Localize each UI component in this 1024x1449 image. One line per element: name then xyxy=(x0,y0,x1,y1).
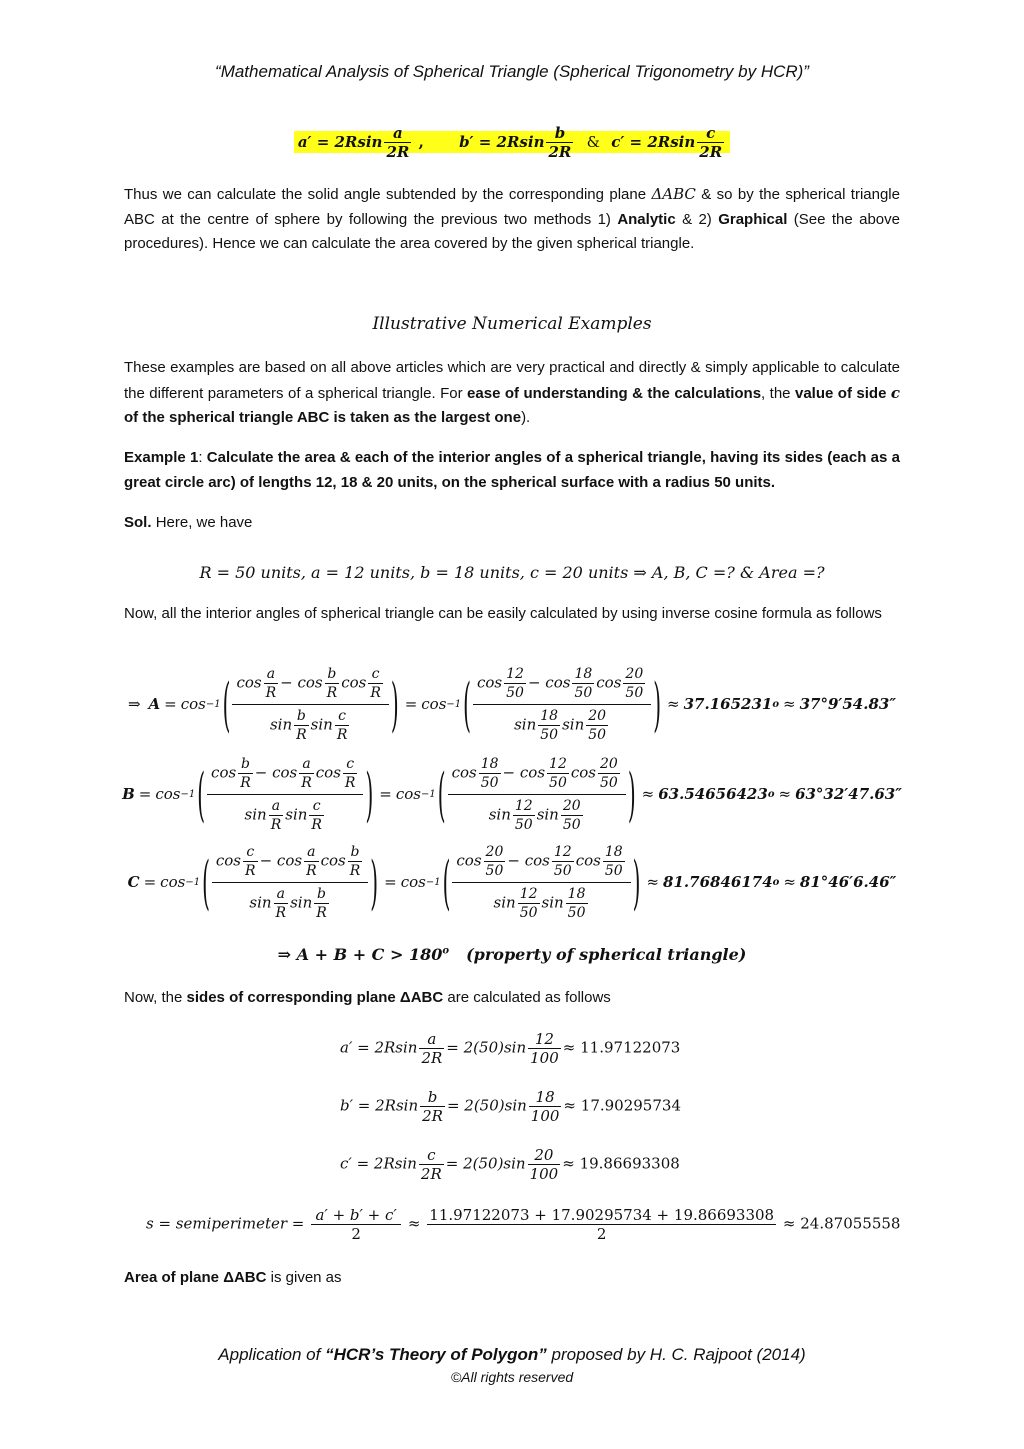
examples-bold: ease of understanding & the calculations xyxy=(467,384,762,402)
denominator xyxy=(212,882,368,924)
frac-den: R xyxy=(316,904,327,921)
frac-num: a xyxy=(307,843,316,860)
cos: cos xyxy=(315,763,341,781)
cos: cos xyxy=(596,673,622,691)
frac-den: 50 xyxy=(540,726,559,743)
examples-text: , the xyxy=(761,384,791,402)
frac-den: 50 xyxy=(549,774,567,791)
frac-den: 50 xyxy=(567,904,586,921)
frac-num: c xyxy=(706,124,716,142)
frac-den: 100 xyxy=(529,1165,559,1183)
plane-bold: sides of corresponding plane ΔABC xyxy=(186,989,444,1006)
approx: ≈ xyxy=(782,1214,796,1233)
side-lhs: c′ = 2Rsin xyxy=(340,1154,417,1173)
frac-den: R xyxy=(275,904,287,921)
side-b-prime xyxy=(340,1088,681,1125)
cos: cos xyxy=(272,763,298,781)
symbolic-fraction xyxy=(207,753,363,836)
sin: sin xyxy=(285,805,308,823)
frac xyxy=(299,755,314,792)
denominator xyxy=(232,704,388,746)
formula-c-frac xyxy=(697,124,724,161)
plane-sides-intro xyxy=(124,986,900,1011)
plane-text: Now, the xyxy=(124,989,183,1006)
frac xyxy=(552,843,574,880)
approx: ≈ xyxy=(641,785,655,803)
cos: cos xyxy=(180,695,206,713)
angle-name: C xyxy=(127,873,140,891)
frac-den: 50 xyxy=(480,774,499,791)
cos: cos xyxy=(211,763,237,781)
formula-sep2: & xyxy=(586,132,600,151)
angle-degrees: 81.76846174 xyxy=(663,873,773,891)
numerator xyxy=(473,663,651,704)
frac xyxy=(419,1146,444,1183)
paren-open: ( xyxy=(463,669,471,739)
frac-num: a xyxy=(302,755,311,772)
frac-num: a xyxy=(427,1030,437,1048)
formula-c-lhs: c′ = 2Rsin xyxy=(611,132,696,151)
frac-den: 50 xyxy=(514,816,533,833)
frac xyxy=(518,885,540,922)
frac-num: 20 xyxy=(534,1146,554,1164)
sin: sin xyxy=(244,805,267,823)
symbolic-fraction xyxy=(212,841,368,924)
frac-den: R xyxy=(296,726,307,743)
frac-num: 12 xyxy=(506,665,524,682)
cos: cos xyxy=(456,851,482,869)
sin: sin xyxy=(493,893,516,911)
frac xyxy=(566,885,588,922)
frac-num: a xyxy=(276,885,285,902)
frac-num: 12 xyxy=(514,797,533,814)
paren-close: ) xyxy=(390,669,399,739)
footer-credit xyxy=(0,1345,1024,1365)
semiperimeter-lhs: s = semiperimeter = xyxy=(146,1214,305,1233)
section-title: Illustrative Numerical Examples xyxy=(372,314,652,334)
equals: = xyxy=(379,785,392,803)
approx: ≈ xyxy=(783,873,796,891)
numeric-fraction xyxy=(448,753,626,836)
inverse: −1 xyxy=(185,876,201,888)
frac-num: 18 xyxy=(574,665,593,682)
footer-rights: ©All rights reserved xyxy=(450,1369,574,1385)
inverse: −1 xyxy=(180,788,196,800)
frac xyxy=(529,1088,562,1125)
angle-dms: 81°46′6.46″ xyxy=(799,873,897,891)
minus: − xyxy=(280,673,293,691)
equals: = xyxy=(164,695,177,713)
frac-num: 20 xyxy=(625,665,644,682)
cos: cos xyxy=(276,851,303,869)
degree-sup: o xyxy=(767,788,775,800)
frac-den: 2R xyxy=(421,1049,443,1067)
frac xyxy=(294,707,309,744)
frac-num: c xyxy=(371,665,380,682)
footer-text: Application of xyxy=(218,1345,321,1364)
example-question: Calculate the area & each of the interior angles of a spherical triangle, having its sides (each as a great circle arc) of lengths 12, 18 & 20 units, on the spherical surface with a radius 50 units. xyxy=(124,449,900,491)
triangle-symbol: ΔABC xyxy=(651,185,696,203)
given-values: R = 50 units, a = 12 units, b = 18 units, c = 20 units ⇒ A, B, C =? & Area =? xyxy=(199,563,825,582)
frac-num: 20 xyxy=(600,755,618,772)
page-header: “Mathematical Analysis of Spherical Triangle (Spherical Trigonometry by HCR)” xyxy=(215,62,809,81)
side-c-prime xyxy=(340,1146,680,1183)
frac-den: 2R xyxy=(386,143,410,161)
minus: − xyxy=(259,851,273,869)
frac xyxy=(325,665,340,702)
examples-text: ). xyxy=(521,409,531,426)
implies-symbol: ⇒ xyxy=(127,695,141,713)
property-line xyxy=(0,945,1024,964)
inverse: −1 xyxy=(205,698,221,710)
frac xyxy=(309,797,324,834)
frac-den: R xyxy=(344,774,356,791)
formula-a-frac xyxy=(384,124,411,161)
example-1 xyxy=(124,446,900,495)
frac-num: b xyxy=(427,1088,438,1106)
side-value: 19.86693308 xyxy=(579,1154,680,1173)
frac-den: R xyxy=(311,816,322,833)
intro-text: & 2) xyxy=(682,210,712,228)
frac-num: a xyxy=(393,124,403,142)
analytic-term: Analytic xyxy=(617,210,676,228)
frac xyxy=(528,1146,561,1183)
frac xyxy=(335,707,350,744)
cos: cos xyxy=(545,673,571,691)
frac-num: 18 xyxy=(535,1088,555,1106)
degree-sup: o xyxy=(442,945,450,957)
frac xyxy=(264,665,279,702)
numerator xyxy=(448,753,626,794)
equals: = xyxy=(138,785,152,803)
frac-den: 50 xyxy=(553,862,572,879)
frac-num: b xyxy=(317,885,326,902)
cos: cos xyxy=(451,763,477,781)
denominator xyxy=(473,704,651,746)
inverse: −1 xyxy=(421,788,436,800)
frac-num: 12 xyxy=(549,755,567,772)
footer-text: proposed by H. C. Rajpoot (2014) xyxy=(551,1345,806,1364)
approx: ≈ xyxy=(783,695,796,713)
frac-num: 18 xyxy=(604,843,623,860)
frac-num: c xyxy=(427,1146,436,1164)
footer-theory: “HCR’s Theory of Polygon” xyxy=(325,1345,547,1364)
frac xyxy=(348,843,363,880)
frac-num: 11.97122073 + 17.90295734 + 19.86693308 xyxy=(429,1206,775,1224)
cos: cos xyxy=(155,785,181,803)
frac-num: c xyxy=(346,755,355,772)
frac-num: b xyxy=(554,124,566,142)
frac-den: R xyxy=(301,774,312,791)
intro-text: & so by the spherical triangle ABC at the centre of sphere by following the previous two methods 1) xyxy=(124,186,900,228)
angle-dms: 63°32′47.63″ xyxy=(795,785,902,803)
paren-close: ) xyxy=(370,847,379,917)
approx: ≈ xyxy=(646,873,660,891)
frac-den: R xyxy=(370,684,381,701)
example-label: Example 1 xyxy=(124,449,199,466)
angle-dms: 37°9′54.83″ xyxy=(799,695,897,713)
formula-a-lhs: a′ = 2Rsin xyxy=(297,132,383,151)
frac-den: R xyxy=(270,816,282,833)
side-mid: = 2(50)sin xyxy=(445,1154,526,1173)
angle-name: B xyxy=(122,785,135,803)
frac xyxy=(538,707,560,744)
cos: cos xyxy=(575,851,601,869)
frac xyxy=(623,665,645,702)
frac xyxy=(274,885,289,922)
sin: sin xyxy=(269,715,293,733)
frac xyxy=(419,1030,444,1067)
angle-degrees: 37.165231 xyxy=(683,695,773,713)
numerator xyxy=(207,753,363,794)
frac xyxy=(311,1206,401,1243)
frac xyxy=(314,885,329,922)
frac xyxy=(528,1030,561,1067)
angle-c-formula xyxy=(124,840,900,924)
frac xyxy=(504,665,526,702)
frac xyxy=(561,797,583,834)
examples-bold-part: value of side xyxy=(795,384,887,402)
sin: sin xyxy=(249,893,272,911)
highlight-formula xyxy=(0,124,1024,161)
frac xyxy=(513,797,535,834)
symbolic-fraction xyxy=(232,663,388,746)
side-lhs: b′ = 2Rsin xyxy=(340,1096,419,1115)
cos: cos xyxy=(421,695,447,713)
frac-den: 2R xyxy=(548,143,572,161)
frac-num: c xyxy=(246,843,255,860)
sin: sin xyxy=(536,805,559,823)
frac-den: 2 xyxy=(311,1224,401,1243)
cos: cos xyxy=(341,673,367,691)
sin: sin xyxy=(514,715,537,733)
numeric-fraction xyxy=(473,663,651,746)
frac-num: b xyxy=(327,665,337,682)
frac xyxy=(243,843,258,880)
angles-intro: Now, all the interior angles of spherical triangle can be easily calculated by using inverse cosine formula as follows xyxy=(124,605,882,622)
approx: ≈ xyxy=(562,1038,576,1057)
equals: = xyxy=(143,873,157,891)
side-mid: = 2(50)sin xyxy=(446,1096,527,1115)
frac xyxy=(484,843,506,880)
paren-open: ( xyxy=(197,759,206,829)
numerator xyxy=(232,663,388,704)
frac-num: 20 xyxy=(485,843,504,860)
property-lhs: ⇒ A + B + C > 180 xyxy=(277,945,443,964)
cos: cos xyxy=(320,851,346,869)
frac-den: 2R xyxy=(420,1165,442,1183)
paren-close: ) xyxy=(365,759,374,829)
paren-open: ( xyxy=(202,847,210,917)
frac xyxy=(343,755,358,792)
equals: = xyxy=(384,873,397,891)
degree-sup: o xyxy=(772,876,780,888)
paren-close: ) xyxy=(653,669,662,739)
intro-paragraph xyxy=(124,182,900,257)
approx: ≈ xyxy=(563,1096,576,1115)
sin: sin xyxy=(562,715,585,733)
graphical-term: Graphical xyxy=(718,210,788,228)
solution-text: Here, we have xyxy=(155,514,253,531)
frac-num: b xyxy=(296,707,306,724)
numeric-fraction xyxy=(452,841,630,924)
frac xyxy=(420,1088,445,1125)
denominator xyxy=(452,882,630,924)
angle-b-formula xyxy=(124,752,900,836)
examples-text: These examples are based on all above articles which are very practical and directly & simply applicable to calculate the different parameters of a spherical triangle. For xyxy=(124,359,900,402)
area-text: is given as xyxy=(270,1269,342,1286)
cos: cos xyxy=(476,673,503,691)
frac-num: b xyxy=(240,755,250,772)
equals: = xyxy=(404,695,418,713)
frac-num: 12 xyxy=(553,843,572,860)
frac-den: 2R xyxy=(699,143,723,161)
frac-den: 2 xyxy=(427,1224,776,1243)
side-value: 17.90295734 xyxy=(580,1096,681,1115)
frac-num: 20 xyxy=(588,707,607,724)
angle-a-formula xyxy=(124,662,900,746)
frac-num: 18 xyxy=(540,707,559,724)
sin: sin xyxy=(541,893,564,911)
approx: ≈ xyxy=(667,695,680,713)
angle-degrees: 63.54656423 xyxy=(658,785,768,803)
frac-den: 50 xyxy=(506,684,524,701)
frac-den: 50 xyxy=(625,684,644,701)
frac-den: R xyxy=(349,862,361,879)
frac-den: R xyxy=(306,862,317,879)
angle-name: A xyxy=(148,695,161,713)
solution-line xyxy=(124,511,900,536)
area-bold: Area of plane ΔABC xyxy=(124,1269,267,1286)
inverse: −1 xyxy=(425,876,441,888)
denominator xyxy=(207,794,363,836)
intro-text: (See the above procedures). Hence we can calculate the area covered by the given spherical triangle. xyxy=(124,210,900,252)
paren-close: ) xyxy=(627,759,636,829)
frac-num: 18 xyxy=(480,755,499,772)
cos: cos xyxy=(400,873,426,891)
solution-label: Sol. xyxy=(124,514,152,531)
frac xyxy=(547,755,569,792)
cos: cos xyxy=(395,785,421,803)
examples-bold-part: of the spherical triangle ABC is taken as the largest one xyxy=(124,409,522,426)
frac-num: a xyxy=(266,665,276,682)
side-value: 11.97122073 xyxy=(580,1038,681,1057)
frac-num: c xyxy=(312,797,321,814)
frac xyxy=(269,797,284,834)
frac xyxy=(598,755,620,792)
frac-den: R xyxy=(265,684,277,701)
frac xyxy=(586,707,608,744)
frac-num: 18 xyxy=(567,885,586,902)
paren-close: ) xyxy=(632,847,641,917)
frac-num: 20 xyxy=(562,797,581,814)
frac-num: a′ + b′ + c′ xyxy=(315,1206,397,1224)
frac-num: c xyxy=(338,707,346,724)
property-text: (property of spherical triangle) xyxy=(466,945,747,964)
frac-den: 50 xyxy=(604,862,623,879)
frac-den: 100 xyxy=(530,1049,559,1067)
frac-den: 2R xyxy=(422,1107,443,1125)
minus: − xyxy=(254,763,268,781)
frac-num: 12 xyxy=(534,1030,554,1048)
approx: ≈ xyxy=(407,1214,421,1233)
frac xyxy=(572,665,594,702)
paren-open: ( xyxy=(222,669,231,739)
cos: cos xyxy=(215,851,242,869)
frac xyxy=(368,665,383,702)
cos: cos xyxy=(236,673,262,691)
minus: − xyxy=(527,673,541,691)
cos: cos xyxy=(297,673,323,691)
semiperimeter-line xyxy=(146,1206,900,1243)
approx: ≈ xyxy=(562,1154,575,1173)
cos: cos xyxy=(570,763,596,781)
side-lhs: a′ = 2Rsin xyxy=(340,1038,418,1057)
sin: sin xyxy=(310,715,333,733)
approx: ≈ xyxy=(778,785,792,803)
numerator xyxy=(212,841,368,882)
frac-den: R xyxy=(336,726,348,743)
frac-den: R xyxy=(240,774,251,791)
formula-b-lhs: b′ = 2Rsin xyxy=(459,132,545,151)
cos: cos xyxy=(160,873,186,891)
frac-den: R xyxy=(326,684,338,701)
side-a-prime xyxy=(340,1030,680,1067)
area-intro xyxy=(124,1266,900,1291)
sin: sin xyxy=(290,893,313,911)
minus: − xyxy=(507,851,520,869)
frac-den: 50 xyxy=(574,684,593,701)
degree-sup: o xyxy=(772,698,780,710)
inverse: −1 xyxy=(446,698,462,710)
frac xyxy=(304,843,319,880)
formula-sep1: , xyxy=(418,132,424,151)
paren-open: ( xyxy=(442,847,451,917)
semiperimeter-value: 24.87055558 xyxy=(800,1214,901,1233)
paren-open: ( xyxy=(437,759,446,829)
example-colon: : xyxy=(198,449,203,466)
examples-intro xyxy=(124,356,900,431)
plane-text: are calculated as follows xyxy=(447,989,611,1006)
frac xyxy=(479,755,501,792)
denominator xyxy=(448,794,626,836)
frac xyxy=(427,1206,776,1243)
numerator xyxy=(452,841,630,882)
frac xyxy=(603,843,625,880)
frac-num: b xyxy=(350,843,360,860)
intro-text: Thus we can calculate the solid angle subtended by the corresponding plane xyxy=(124,186,647,203)
frac-den: 50 xyxy=(562,816,581,833)
minus: − xyxy=(502,763,516,781)
formula-b-frac xyxy=(546,124,573,161)
cos: cos xyxy=(524,851,550,869)
side-c-symbol: c xyxy=(890,383,901,402)
sin: sin xyxy=(488,805,511,823)
frac xyxy=(238,755,253,792)
frac-den: 50 xyxy=(600,774,618,791)
side-mid: = 2(50)sin xyxy=(446,1038,527,1057)
cos: cos xyxy=(519,763,546,781)
frac-num: a xyxy=(271,797,281,814)
frac-num: 12 xyxy=(519,885,538,902)
frac-den: 50 xyxy=(485,862,504,879)
frac-den: R xyxy=(245,862,256,879)
frac-den: 100 xyxy=(530,1107,560,1125)
frac-den: 50 xyxy=(519,904,538,921)
frac-den: 50 xyxy=(588,726,607,743)
